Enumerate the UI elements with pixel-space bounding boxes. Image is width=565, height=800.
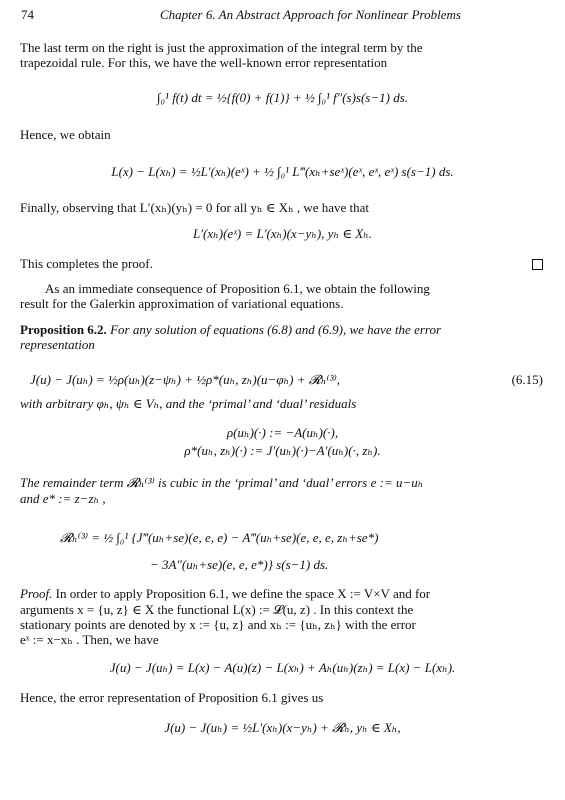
paragraph-line: stationary points are denoted by x := {u, z} and xₕ := {uₕ, zₕ} with the error [20, 617, 416, 632]
paragraph-line: trapezoidal rule. For this, we have the well-known error representation [20, 55, 388, 70]
paragraph-line: Hence, the error representation of Proposition 6.1 gives us [20, 690, 324, 705]
paragraph-line: Finally, observing that L′(xₕ)(yₕ) = 0 for all yₕ ∈ Xₕ , we have that [20, 200, 370, 215]
proof-text: In order to apply Proposition 6.1, we define the space X := V×V and for [55, 586, 431, 601]
running-header: Chapter 6. An Abstract Approach for Nonlinear Problems [160, 7, 461, 22]
paragraph-line: The last term on the right is just the approximation of the integral term by the [20, 40, 423, 55]
equation-remainder-line2: − 3A″(uₕ+se)(e, e, e*)} s(s−1) ds. [150, 557, 329, 572]
paragraph-line: result for the Galerkin approximation of variational equations. [20, 296, 344, 311]
equation-L-prime: L′(xₕ)(eˣ) = L′(xₕ)(x−yₕ), yₕ ∈ Xₕ. [192, 226, 373, 241]
equation-remainder-line1: 𝓡ₕ⁽³⁾ = ½ ∫₀¹ {J‴(uₕ+se)(e, e, e) − A‴(uₕ+se)(e, e, e, zₕ+se*) [60, 530, 379, 545]
proposition-statement-line [20, 322, 546, 337]
proposition-text: and e* := z−zₕ , [20, 491, 106, 506]
equation-L-difference: L(x) − L(xₕ) = ½L′(xₕ)(eˣ) + ½ ∫₀¹ L‴(xₕ+seˣ)(eˣ, eˣ, eˣ) s(s−1) ds. [111, 164, 454, 179]
page-number: 74 [21, 7, 34, 22]
paragraph-line: As an immediate consequence of Proposition 6.1, we obtain the following [45, 281, 430, 296]
equation-error-representation: J(u) − J(uₕ) = ½ρ(uₕ)(z−ψₕ) + ½ρ*(uₕ, zₕ)(u−φₕ) + 𝓡ₕ⁽³⁾, [30, 372, 341, 387]
proposition-text: representation [20, 337, 95, 352]
equation-number: (6.15) [511, 372, 543, 387]
proposition-text: For any solution of equations (6.8) and (6.9), we have the error [110, 322, 442, 337]
equation-trapezoidal-error: ∫₀¹ f(t) dt = ½{f(0) + f(1)} + ½ ∫₀¹ f″(s)s(s−1) ds. [156, 90, 409, 105]
proposition-text: The remainder term 𝓡ₕ⁽³⁾ is cubic in the ‘primal’ and ‘dual’ errors e := u−uₕ [20, 475, 424, 490]
paragraph-line: This completes the proof. [20, 256, 153, 271]
equation-final: J(u) − J(uₕ) = ½L′(xₕ)(x−yₕ) + 𝓡ₕ, yₕ ∈ Xₕ, [164, 720, 401, 735]
equation-J-difference: J(u) − J(uₕ) = L(x) − A(u)(z) − L(xₕ) + Aₕ(uₕ)(zₕ) = L(x) − L(xₕ). [109, 660, 456, 675]
proof-line [20, 586, 546, 601]
paragraph-line: eˣ := x−xₕ . Then, we have [20, 632, 159, 647]
qed-symbol [532, 259, 543, 270]
equation-dual-residual: ρ*(uₕ, zₕ)(·) := J′(uₕ)(·)−A′(uₕ)(·, zₕ). [184, 443, 381, 458]
proposition-label: Proposition 6.2. [20, 322, 107, 337]
paragraph-line: Hence, we obtain [20, 127, 111, 142]
paragraph-line: arguments x = {u, z} ∈ X the functional L(x) := 𝓛(u, z) . In this context the [20, 602, 414, 617]
proof-label: Proof. [20, 586, 53, 601]
proposition-text: with arbitrary φₕ, ψₕ ∈ Vₕ, and the ‘primal’ and ‘dual’ residuals [20, 396, 357, 411]
equation-primal-residual: ρ(uₕ)(·) := −A(uₕ)(·), [226, 425, 339, 440]
